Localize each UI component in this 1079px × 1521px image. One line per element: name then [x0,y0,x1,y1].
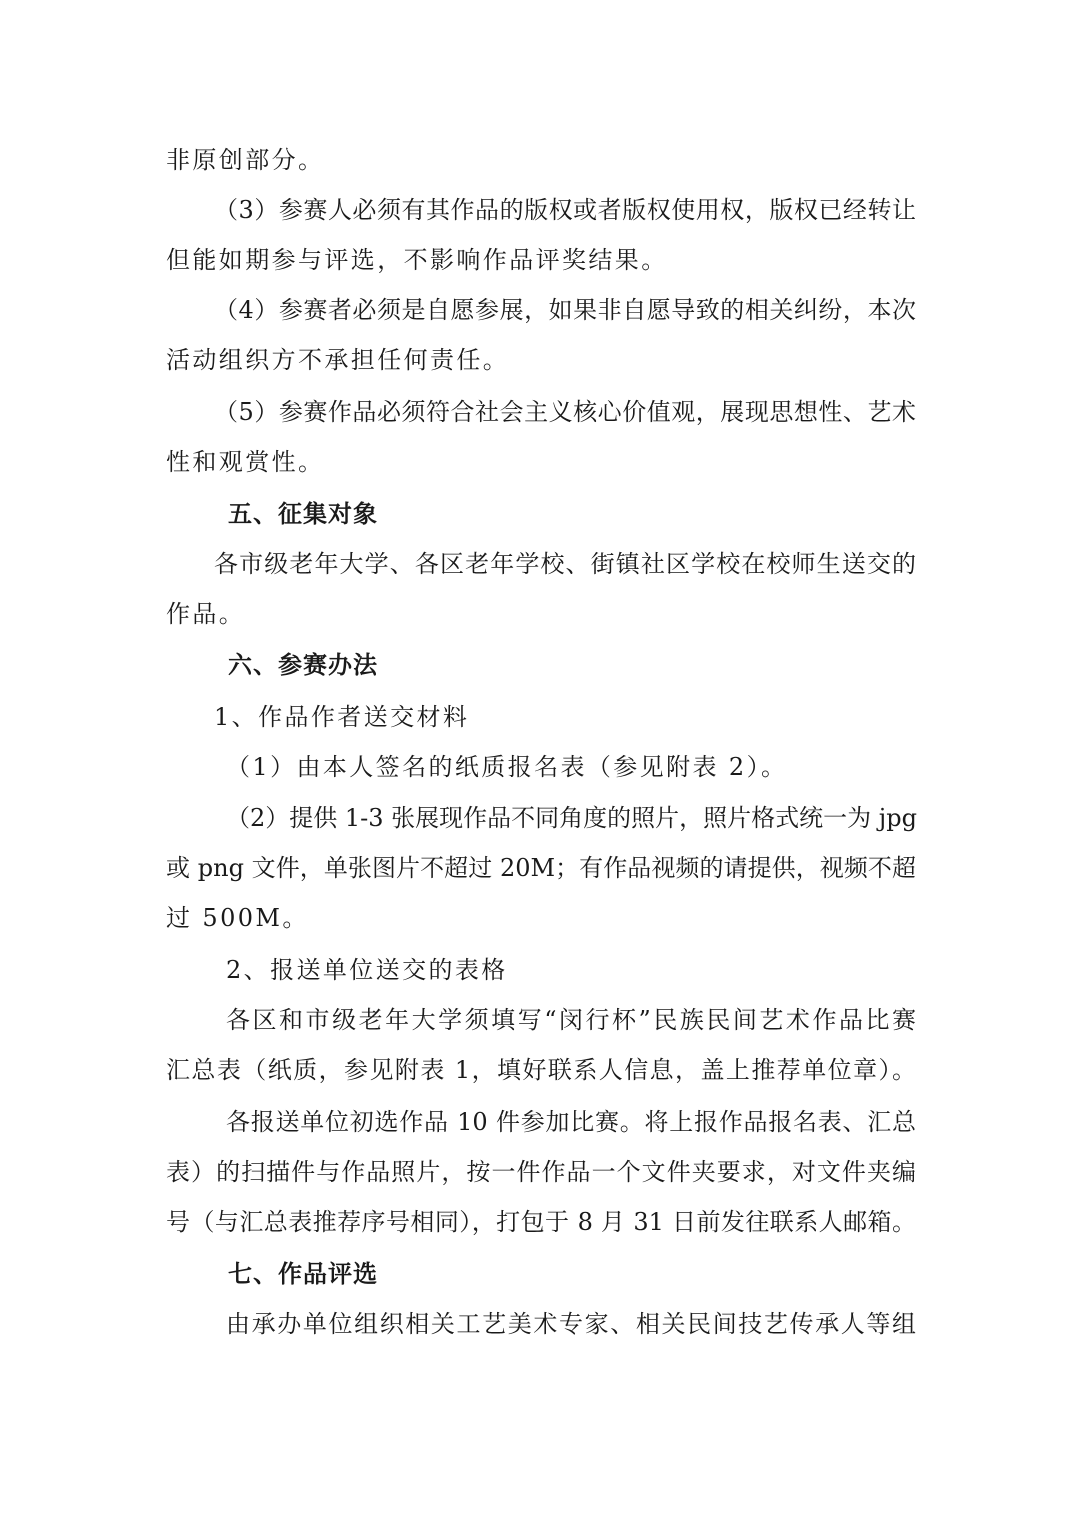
body-line: 性和观赏性。 [166,448,325,476]
body-line: 由承办单位组织相关工艺美术专家、相关民间技艺传承人等组 [226,1310,916,1338]
body-line: 各区和市级老年大学须填写“闵行杯”民族民间艺术作品比赛 [226,1006,916,1034]
body-line: 但能如期参与评选，不影响作品评奖结果。 [166,246,668,274]
body-line: 汇总表（纸质，参见附表 1，填好联系人信息，盖上推荐单位章）。 [166,1056,916,1084]
body-line: 2、报送单位送交的表格 [226,956,508,984]
body-line: （1）由本人签名的纸质报名表（参见附表 2）。 [226,753,788,781]
body-line: 活动组织方不承担任何责任。 [166,346,510,374]
section-heading: 七、作品评选 [228,1260,378,1288]
body-line: 或 png 文件，单张图片不超过 20M；有作品视频的请提供，视频不超 [166,854,916,882]
body-line: （2）提供 1-3 张展现作品不同角度的照片，照片格式统一为 jpg [226,804,917,832]
body-line: 各报送单位初选作品 10 件参加比赛。将上报作品报名表、汇总 [226,1108,916,1136]
section-heading: 六、参赛办法 [228,651,378,679]
body-line: （4）参赛者必须是自愿参展，如果非自愿导致的相关纠纷，本次 [214,296,916,324]
body-line: （3）参赛人必须有其作品的版权或者版权使用权，版权已经转让 [214,196,916,224]
section-heading: 五、征集对象 [228,500,378,528]
body-line: （5）参赛作品必须符合社会主义核心价值观，展现思想性、艺术 [214,398,916,426]
body-line: 各市级老年大学、各区老年学校、街镇社区学校在校师生送交的 [214,550,916,578]
body-line: 过 500M。 [166,904,309,932]
body-line: 非原创部分。 [166,146,325,174]
body-line: 号（与汇总表推荐序号相同），打包于 8 月 31 日前发往联系人邮箱。 [166,1208,916,1236]
body-line: 表）的扫描件与作品照片，按一件作品一个文件夹要求，对文件夹编 [166,1158,916,1186]
body-line: 1、作品作者送交材料 [214,703,470,731]
body-line: 作品。 [166,600,246,628]
